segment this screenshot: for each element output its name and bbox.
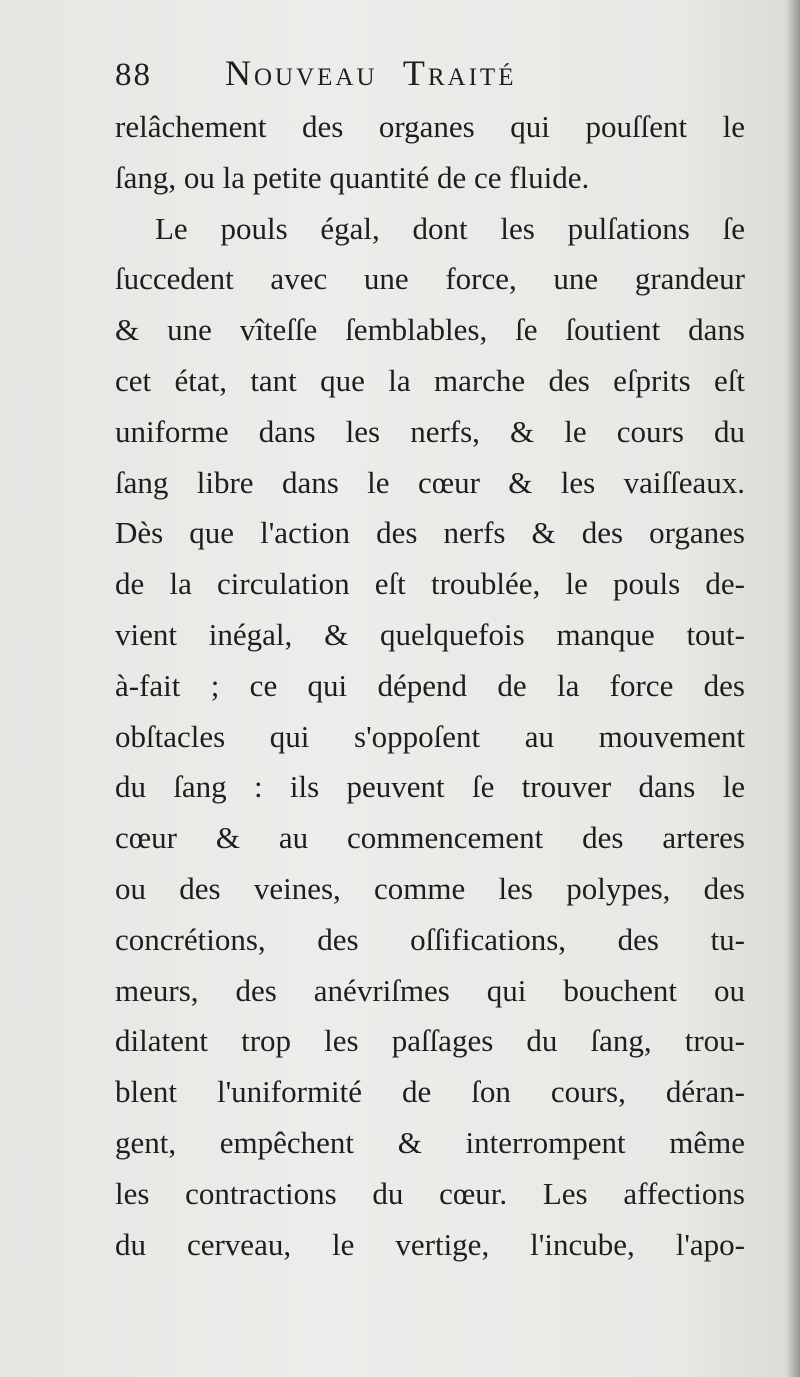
text-line: à-fait ; ce qui dépend de la force des bbox=[115, 667, 745, 703]
page-gutter-shadow bbox=[786, 0, 800, 1377]
text-line: de la circulation eſt troublée, le pouls de- bbox=[115, 566, 745, 602]
text-line: Dès que l'action des nerfs & des organes bbox=[115, 515, 745, 551]
text-line: dilatent trop les paſſages du ſang, trou- bbox=[115, 1023, 745, 1059]
text-line: concrétions, des oſſifications, des tu- bbox=[115, 921, 745, 957]
text-line: Le pouls égal, dont les pulſations ſe bbox=[155, 210, 745, 246]
text-line: ou des veines, comme les polypes, des bbox=[115, 870, 745, 906]
text-block bbox=[115, 52, 745, 1270]
text-line: du cerveau, le vertige, l'incube, l'apo- bbox=[115, 1226, 745, 1262]
text-line: gent, empêchent & interrompent même bbox=[115, 1124, 745, 1160]
text-line: meurs, des anévriſmes qui bouchent ou bbox=[115, 972, 745, 1008]
running-title: Nouveau Traité bbox=[225, 53, 517, 93]
running-head bbox=[115, 52, 745, 102]
text-line: ſang, ou la petite quantité de ce fluide. bbox=[115, 159, 590, 195]
text-line: du ſang : ils peuvent ſe trouver dans le bbox=[115, 769, 745, 805]
text-line: & une vîteſſe ſemblables, ſe ſoutient dans bbox=[115, 312, 745, 348]
text-line: blent l'uniformité de ſon cours, déran- bbox=[115, 1074, 745, 1110]
text-line: les contractions du cœur. Les affections bbox=[115, 1175, 745, 1211]
text-line: obſtacles qui s'oppoſent au mouvement bbox=[115, 718, 745, 754]
text-line: relâchement des organes qui pouſſent le bbox=[115, 109, 745, 144]
text-line: uniforme dans les nerfs, & le cours du bbox=[115, 413, 745, 449]
text-line: vient inégal, & quelquefois manque tout- bbox=[115, 616, 745, 652]
page-number: 88 bbox=[115, 57, 152, 93]
text-line: ſuccedent avec une force, une grandeur bbox=[115, 261, 745, 297]
text-line: cet état, tant que la marche des eſprits eſt bbox=[115, 362, 745, 398]
text-line: cœur & au commencement des arteres bbox=[115, 820, 745, 856]
text-line: ſang libre dans le cœur & les vaiſſeaux. bbox=[115, 464, 745, 500]
